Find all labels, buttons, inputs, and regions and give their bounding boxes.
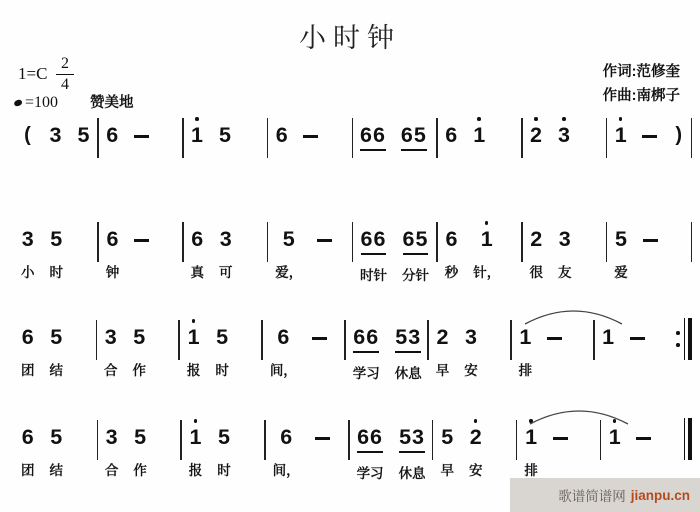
dash-note <box>642 116 657 138</box>
lyric: 分针 <box>402 267 429 283</box>
octave-dot <box>562 117 566 121</box>
measure <box>263 318 345 379</box>
measure <box>182 418 265 479</box>
note <box>614 116 627 148</box>
notes-row <box>601 418 684 450</box>
note-digit: 1 <box>614 123 627 147</box>
octave-dot <box>195 117 199 121</box>
notes-row <box>268 116 351 148</box>
notes-row <box>429 318 511 379</box>
dash-note <box>315 418 330 440</box>
time-denominator: 4 <box>61 76 69 94</box>
notes-row <box>263 318 345 379</box>
octave-dot <box>534 117 538 121</box>
note-digit: 1 <box>602 325 615 349</box>
measure <box>268 116 351 148</box>
dash-bar <box>134 239 149 242</box>
lyric: 报 <box>188 462 203 478</box>
note-digit: 1 <box>191 123 203 147</box>
lyric: 可 <box>219 264 233 280</box>
octave-dot <box>613 419 617 423</box>
thick-bar <box>688 418 692 460</box>
dash-bar <box>630 337 645 340</box>
note-digit: 66 <box>360 123 386 151</box>
note-digit: 3 <box>464 325 477 349</box>
measure <box>607 220 690 281</box>
note-digit: 6 <box>106 123 119 147</box>
tempo-value: =100 <box>25 94 59 111</box>
lyric: 报 <box>186 362 201 378</box>
note-digit: 5 <box>219 123 231 147</box>
lyric: 时 <box>217 462 231 478</box>
note <box>519 318 533 379</box>
note-digit: 3 <box>104 325 117 349</box>
lyric: 爱 <box>614 264 628 280</box>
measure <box>14 116 97 148</box>
measure <box>523 116 606 148</box>
dash-bar <box>643 239 658 242</box>
score-line <box>14 116 692 166</box>
notes-row <box>184 116 267 148</box>
note-digit: 6 <box>21 425 34 449</box>
notes-row <box>14 220 97 281</box>
dash-note <box>636 418 651 440</box>
note <box>353 318 380 382</box>
dash-note <box>303 116 318 138</box>
note-digit: 6 <box>106 227 119 251</box>
note-digit: 53 <box>395 325 421 353</box>
measure <box>268 220 351 281</box>
measure <box>99 220 182 281</box>
octave-dot <box>477 117 481 121</box>
note-digit: 6 <box>445 123 458 147</box>
note <box>106 116 119 148</box>
lyricist: 作词:范修奎 <box>602 64 680 80</box>
note <box>50 418 64 479</box>
dash-note <box>553 418 568 440</box>
measure <box>601 418 684 450</box>
dash-bar <box>636 437 651 440</box>
lyric: 休息 <box>394 365 422 381</box>
note <box>473 116 486 148</box>
note <box>614 220 628 281</box>
notes-row <box>438 220 521 281</box>
octave-dot <box>619 117 623 121</box>
note <box>77 116 90 148</box>
notes-row <box>595 318 677 350</box>
note-digit: 3 <box>219 227 232 251</box>
measure <box>353 116 436 151</box>
note <box>473 220 500 281</box>
note <box>402 220 429 284</box>
lyric: 排 <box>524 462 538 478</box>
score-line <box>14 318 692 394</box>
measure <box>607 116 690 148</box>
octave-dot <box>474 419 478 423</box>
notes-row <box>14 318 96 379</box>
notes-row <box>523 220 606 281</box>
dash-note <box>312 318 327 340</box>
lyric: 作 <box>133 462 147 478</box>
final-barline <box>684 418 692 460</box>
note-digit: 5 <box>441 425 454 449</box>
lyric: 排 <box>518 362 533 378</box>
parenthesis: ( <box>24 124 31 146</box>
note <box>50 220 64 281</box>
notes-row <box>97 318 179 379</box>
repeat-dots <box>676 331 680 346</box>
measure <box>517 418 600 479</box>
notes-row <box>433 418 516 479</box>
key-signature: 1=C <box>18 64 48 83</box>
note <box>360 220 387 284</box>
note <box>217 418 231 479</box>
lyric: 合 <box>103 362 118 378</box>
note <box>445 220 459 281</box>
notes-row <box>180 318 262 379</box>
note-digit: 5 <box>50 425 63 449</box>
measure <box>184 116 267 148</box>
note-digit: 66 <box>357 425 383 453</box>
barline <box>691 222 692 262</box>
lyric: 休息 <box>398 465 426 481</box>
note-digit: 2 <box>530 123 542 147</box>
measure <box>350 418 433 482</box>
lyric: 时 <box>215 362 229 378</box>
notes-row <box>98 418 181 479</box>
note-digit: 66 <box>353 325 379 353</box>
watermark <box>510 478 700 512</box>
thin-bar <box>684 418 686 460</box>
note-digit: 6 <box>280 425 293 449</box>
barline <box>691 118 692 158</box>
note <box>104 318 118 379</box>
notes-row <box>523 116 606 148</box>
watermark-site-url[interactable]: jianpu.cn <box>630 487 690 503</box>
note <box>187 318 201 379</box>
note-digit: 53 <box>399 425 425 453</box>
dash-note <box>134 220 149 242</box>
lyric: 结 <box>49 462 63 478</box>
note-digit: 3 <box>558 123 570 147</box>
notes-row <box>353 220 436 284</box>
dash-bar <box>553 437 568 440</box>
note-digit: 3 <box>558 227 571 251</box>
note-digit: 6 <box>191 227 204 251</box>
note <box>469 418 483 479</box>
notes-row <box>346 318 428 382</box>
octave-dot <box>192 319 196 323</box>
measure <box>433 418 516 479</box>
note <box>21 220 35 281</box>
note <box>21 318 35 379</box>
lyric: 很 <box>529 264 543 280</box>
lyric: 早 <box>435 362 450 378</box>
lyric: 小 <box>21 264 35 280</box>
note <box>215 318 229 379</box>
note <box>219 220 233 281</box>
measure <box>184 220 267 281</box>
notes-row <box>268 220 351 281</box>
measure <box>595 318 677 350</box>
note-digit: 6 <box>277 325 290 349</box>
lyric: 时针 <box>360 267 387 283</box>
note-digit: 3 <box>105 425 118 449</box>
note <box>558 116 571 148</box>
note <box>602 318 615 350</box>
notes-row <box>512 318 594 379</box>
note <box>219 116 232 148</box>
octave-dot <box>529 419 533 423</box>
note-digit: 3 <box>49 123 62 147</box>
dash-note <box>547 318 562 340</box>
note-digit: 1 <box>480 227 493 251</box>
measure <box>523 220 606 281</box>
note <box>530 116 543 148</box>
note <box>191 116 204 148</box>
score-line <box>14 220 692 296</box>
lyric: 友 <box>558 264 572 280</box>
notes-row <box>607 116 690 148</box>
note-digit: 2 <box>530 227 543 251</box>
lyric: 合 <box>104 462 119 478</box>
note-digit: 65 <box>401 123 427 151</box>
note-digit: 6 <box>21 325 34 349</box>
measure <box>353 220 436 284</box>
note-digit: 1 <box>519 325 532 349</box>
note-digit: 2 <box>469 425 482 449</box>
measure <box>98 418 181 479</box>
notes-row <box>14 418 97 479</box>
note-digit: 5 <box>615 227 627 251</box>
note-digit: 1 <box>525 425 538 449</box>
notes-row <box>266 418 349 479</box>
lyric: 针， <box>473 264 501 280</box>
notes-row <box>607 220 690 281</box>
lyric: 学习 <box>352 365 380 381</box>
measure <box>180 318 262 379</box>
notes-row <box>353 116 436 151</box>
parenthesis: ) <box>675 124 683 146</box>
measure <box>438 116 521 148</box>
measure <box>512 318 594 379</box>
notes-row <box>517 418 600 479</box>
note <box>436 318 450 379</box>
lyric: 团 <box>21 362 35 378</box>
note <box>357 418 384 482</box>
note <box>191 220 205 281</box>
lyric: 间， <box>272 462 300 478</box>
octave-dot <box>194 419 198 423</box>
lyric: 结 <box>49 362 63 378</box>
note <box>399 418 426 482</box>
measure <box>438 220 521 281</box>
song-title: 小时钟 <box>299 23 401 53</box>
lyric: 作 <box>132 362 146 378</box>
measure <box>14 318 96 379</box>
note-digit: 6 <box>275 123 288 147</box>
note <box>133 418 147 479</box>
note <box>608 418 621 450</box>
note-digit: 5 <box>50 227 63 251</box>
note-digit: 1 <box>187 325 200 349</box>
lyric: 爱， <box>275 264 303 280</box>
dash-note <box>643 220 658 242</box>
note-digit: 5 <box>77 123 90 147</box>
note <box>273 418 300 479</box>
notes-row <box>99 220 182 281</box>
notes-row <box>184 220 267 281</box>
lyric: 安 <box>468 462 483 478</box>
lyric: 安 <box>464 362 478 378</box>
note-digit: 1 <box>473 123 486 147</box>
note-digit: 3 <box>21 227 34 251</box>
expression-marking: 赞美地 <box>90 95 134 111</box>
dash-bar <box>547 337 562 340</box>
note <box>49 116 62 148</box>
note-digit: 65 <box>403 227 429 255</box>
measure <box>97 318 179 379</box>
dash-note <box>630 318 645 340</box>
watermark-site-name: 歌谱简谱网 <box>558 489 626 504</box>
note <box>401 116 427 151</box>
measure <box>99 116 182 148</box>
note <box>530 220 544 281</box>
dash-bar <box>303 135 318 138</box>
lyric: 学习 <box>356 465 384 481</box>
note <box>189 418 203 479</box>
note <box>270 318 297 379</box>
time-numerator: 2 <box>56 55 74 75</box>
note <box>132 318 146 379</box>
lyric: 秒 <box>444 264 459 280</box>
measure <box>346 318 428 382</box>
measure <box>266 418 349 479</box>
note-digit: 5 <box>282 227 295 251</box>
dash-note <box>134 116 149 138</box>
note-digit: 5 <box>216 325 229 349</box>
notes-row <box>99 116 182 148</box>
notes-row <box>14 116 97 148</box>
note-digit: 5 <box>134 425 147 449</box>
note-digit: 2 <box>436 325 449 349</box>
notes-row <box>182 418 265 479</box>
lyric: 间， <box>269 362 297 378</box>
notes-row <box>438 116 521 148</box>
lyric: 真 <box>190 264 204 280</box>
dash-note <box>317 220 332 242</box>
lyric: 早 <box>440 462 454 478</box>
dash-bar <box>317 239 332 242</box>
note <box>440 418 454 479</box>
note <box>558 220 572 281</box>
note-digit: 5 <box>50 325 63 349</box>
octave-dot <box>485 221 489 225</box>
note <box>106 220 120 281</box>
lyric: 钟 <box>105 264 120 280</box>
repeat-end-barline <box>676 318 692 360</box>
notes-row <box>350 418 433 482</box>
thin-bar <box>684 318 686 360</box>
composer: 作曲:南梆子 <box>602 87 680 104</box>
lyric: 时 <box>49 264 63 280</box>
note <box>445 116 458 148</box>
note <box>50 318 64 379</box>
dash-bar <box>315 437 330 440</box>
note-digit: 66 <box>361 227 387 255</box>
note <box>275 116 288 148</box>
note <box>360 116 386 151</box>
note <box>21 418 35 479</box>
note <box>105 418 119 479</box>
dash-bar <box>134 135 149 138</box>
dash-bar <box>312 337 327 340</box>
note <box>395 318 422 382</box>
measure <box>14 418 97 479</box>
note <box>275 220 302 281</box>
note-digit: 5 <box>218 425 231 449</box>
lyric: 团 <box>21 462 35 478</box>
measure <box>429 318 511 379</box>
thick-bar <box>688 318 692 360</box>
note-digit: 1 <box>189 425 202 449</box>
note-digit: 5 <box>133 325 146 349</box>
note-digit: 1 <box>608 425 621 449</box>
measure <box>14 220 97 281</box>
dash-bar <box>642 135 657 138</box>
note <box>524 418 538 479</box>
note <box>464 318 478 379</box>
note-digit: 6 <box>445 227 458 251</box>
